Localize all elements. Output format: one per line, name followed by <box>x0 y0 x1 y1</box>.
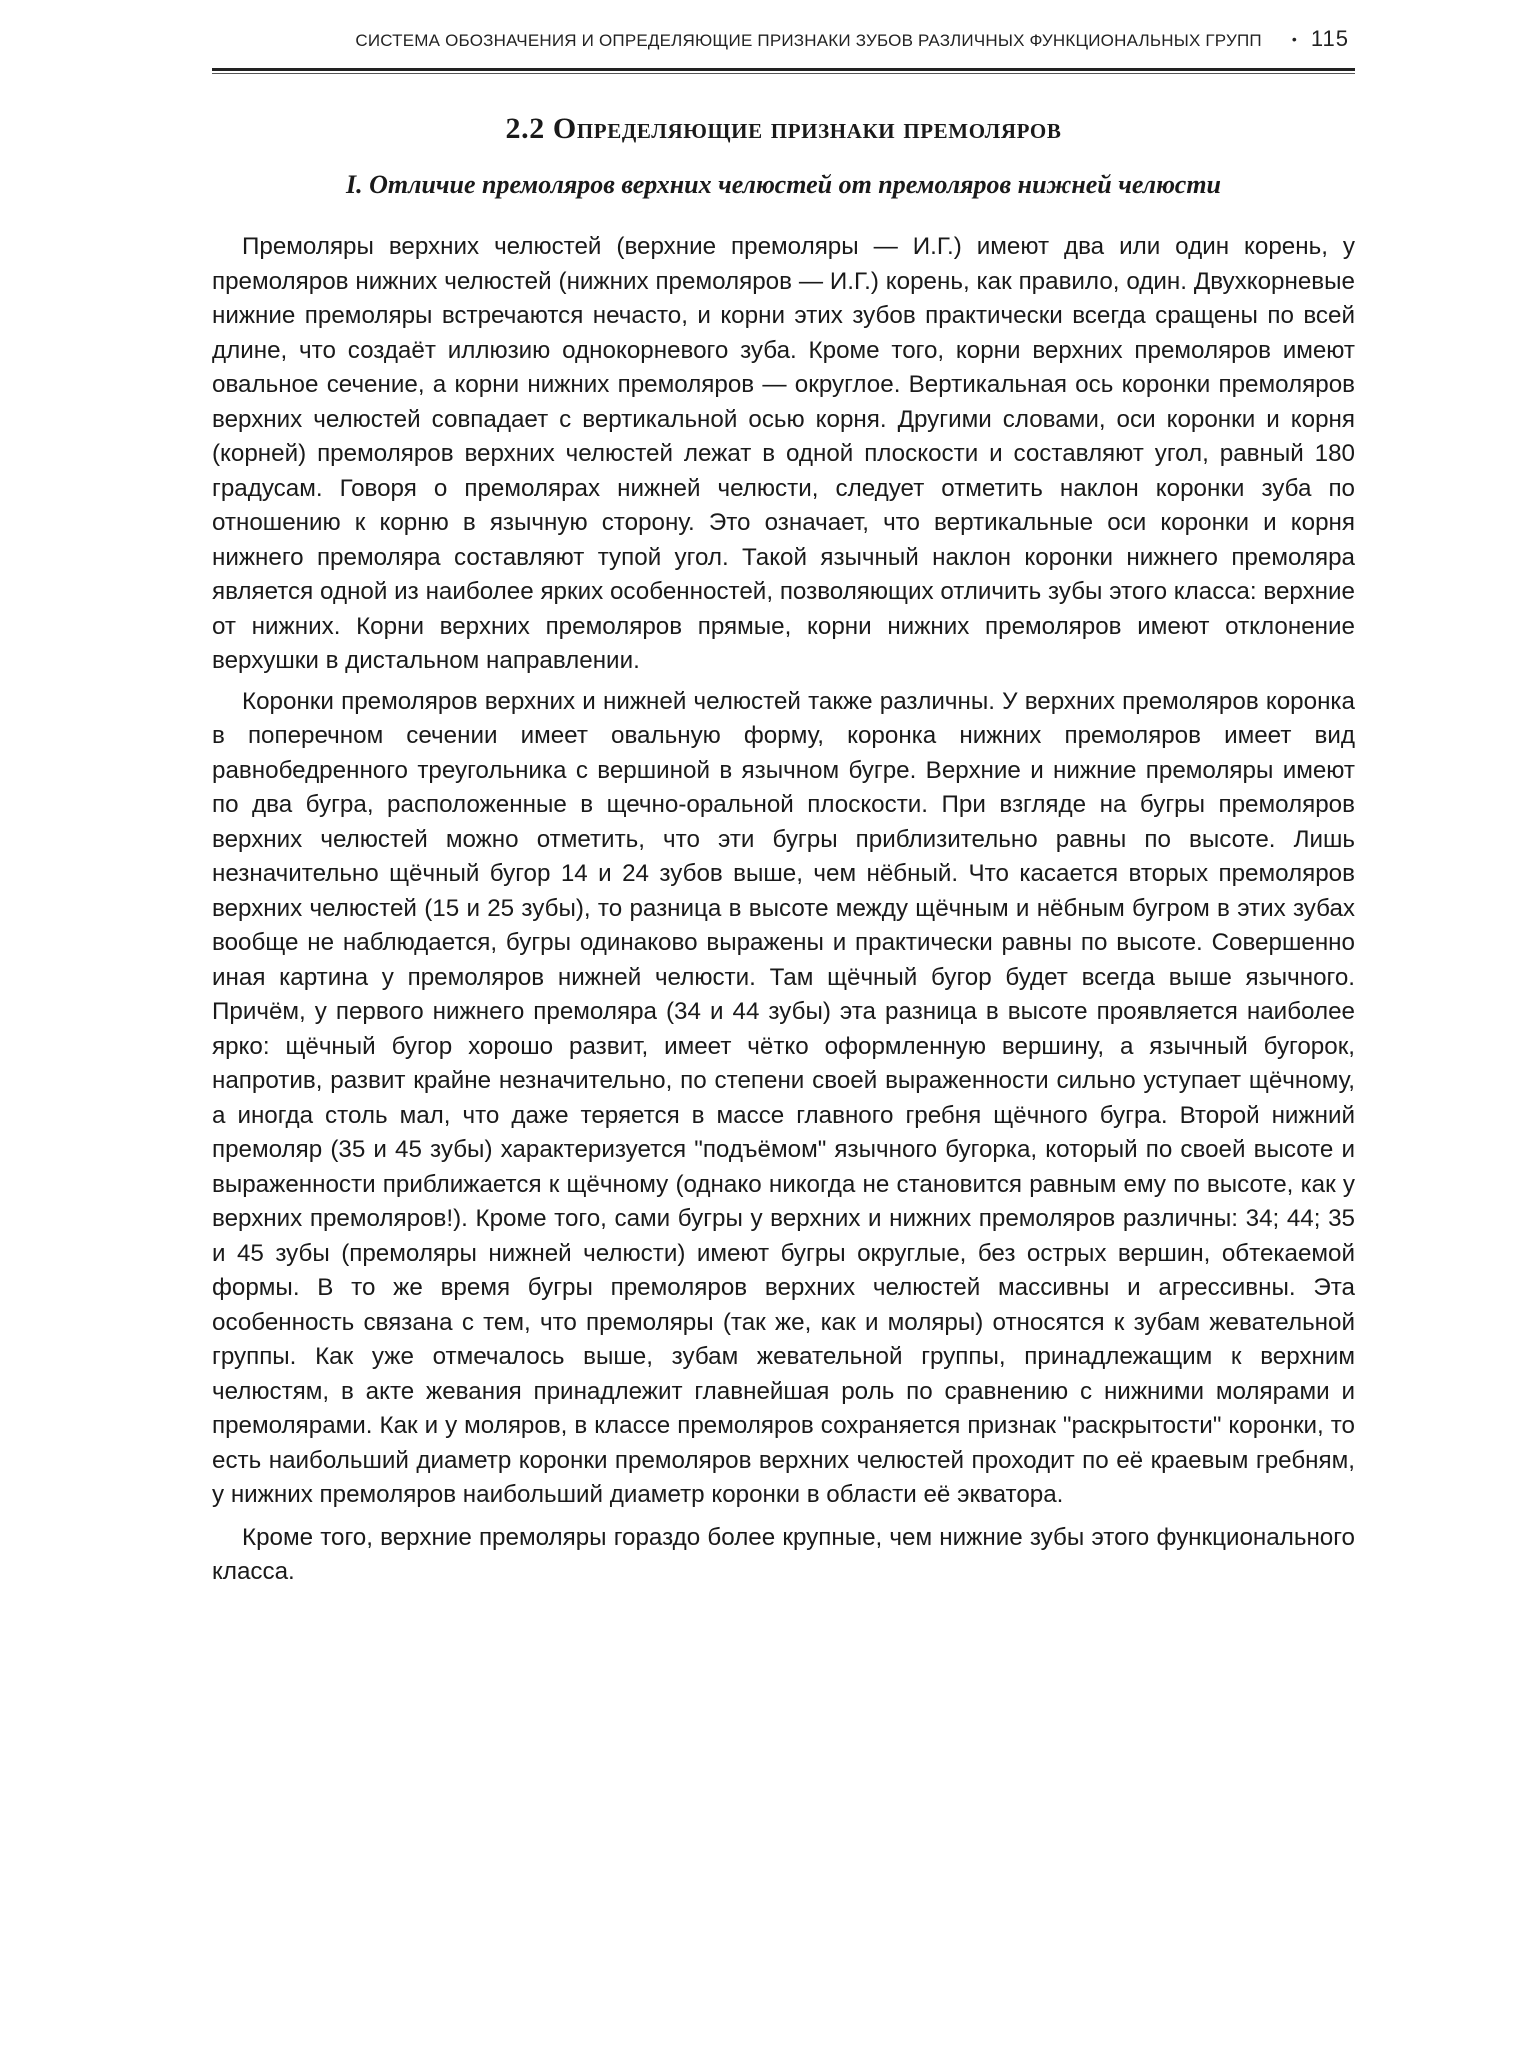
page-number: 115 <box>1310 26 1349 51</box>
section-title: 2.2 Определяющие признаки премоляров <box>505 112 1062 145</box>
paragraph-1: Премоляры верхних челюстей (верхние премоляры — И.Г.) имеют два или один корень, у премоляров нижних челюстей (нижних премоляров — И.Г.) корень, как правило, один. Двухкорневые нижние премоляры встречаются нечасто, и корни этих зубов практически всегда сращены по всей длине, что создаёт иллюзию однокорневого зуба. Кроме того, корни верхних премоляров имеют овальное сечение, а корни нижних премоляров — округлое. Вертикальная ось коронки премоляров верхних челюстей совпадает с вертикальной осью корня. Другими словами, оси коронки и корня (корней) премоляров верхних челюстей лежат в одной плоскости и составляют угол, равный 180 градусам. Говоря о премолярах нижней челюсти, следует отметить наклон коронки зуба по отношению к корню в язычную сторону. Это означает, что вертикальные оси коронки и корня нижнего премоляра составляют тупой угол. Такой язычный наклон коронки нижнего премоляра является одной из наиболее ярких особенностей, позволяющих отличить зубы этого класса: верхние от нижних. Корни верхних премоляров прямые, корни нижних премоляров имеют отклонение верхушки в дистальном направлении. <box>212 233 1355 674</box>
running-header <box>212 26 1355 54</box>
header-rule <box>212 68 1355 74</box>
subsection-title: I. Отличие премоляров верхних челюстей от премоляров нижней челюсти <box>345 170 1221 199</box>
running-title: СИСТЕМА ОБОЗНАЧЕНИЯ И ОПРЕДЕЛЯЮЩИЕ ПРИЗНАКИ ЗУБОВ РАЗЛИЧНЫХ ФУНКЦИОНАЛЬНЫХ ГРУПП <box>355 31 1262 50</box>
body-text <box>212 230 1355 1590</box>
book-page <box>212 26 1355 1590</box>
paragraph-2: Коронки премоляров верхних и нижней челюстей также различны. У верхних премоляров коронка в поперечном сечении имеет овальную форму, коронка нижних премоляров имеет вид равнобедренного треугольника с вершиной в язычном бугре. Верхние и нижние премоляры имеют по два бугра, расположенные в щечно-оральной плоскости. При взгляде на бугры премоляров верхних челюстей можно отметить, что эти бугры приблизительно равны по высоте. Лишь незначительно щёчный бугор 14 и 24 зубов выше, чем нёбный. Что касается вторых премоляров верхних челюстей (15 и 25 зубы), то разница в высоте между щёчным и нёбным бугром в этих зубах вообще не наблюдается, бугры одинаково выражены и практически равны по высоте. Совершенно иная картина у премоляров нижней челюсти. Там щёчный бугор будет всегда выше язычного. Причём, у первого нижнего премоляра (34 и 44 зубы) эта разница в высоте проявляется наиболее ярко: щёчный бугор хорошо развит, имеет чётко оформленную вершину, а язычный бугорок, напротив, развит крайне незначительно, по степени своей выраженности сильно уступает щёчному, а иногда столь мал, что даже теряется в массе главного гребня щёчного бугра. Второй нижний премоляр (35 и 45 зубы) характеризуется "подъёмом" язычного бугорка, который по своей высоте и выраженности приближается к щёчному (однако никогда не становится равным ему по высоте, как у верхних премоляров!). Кроме того, сами бугры у верхних и нижних премоляров различны: 34; 44; 35 и 45 зубы (премоляры нижней челюсти) имеют бугры округлые, без острых вершин, обтекаемой формы. В то же время бугры премоляров верхних челюстей массивны и агрессивны. Эта особенность связана с тем, что премоляры (так же, как и моляры) относятся к зубам жевательной группы. Как уже отмечалось выше, зубам жевательной группы, принадлежащим к верхним челюстям, в акте жевания принадлежит главнейшая роль по сравнению с нижними молярами и премолярами. Как и у моляров, в классе премоляров сохраняется признак "раскрытости" коронки, то есть наибольший диаметр коронки премоляров верхних челюстей проходит по её краевым гребням, у нижних премоляров наибольший диаметр коронки в области её экватора. <box>212 687 1355 1508</box>
bullet-separator: • <box>1291 31 1297 47</box>
paragraph-3: Кроме того, верхние премоляры гораздо более крупные, чем нижние зубы этого функционального класса. <box>212 1523 1355 1585</box>
